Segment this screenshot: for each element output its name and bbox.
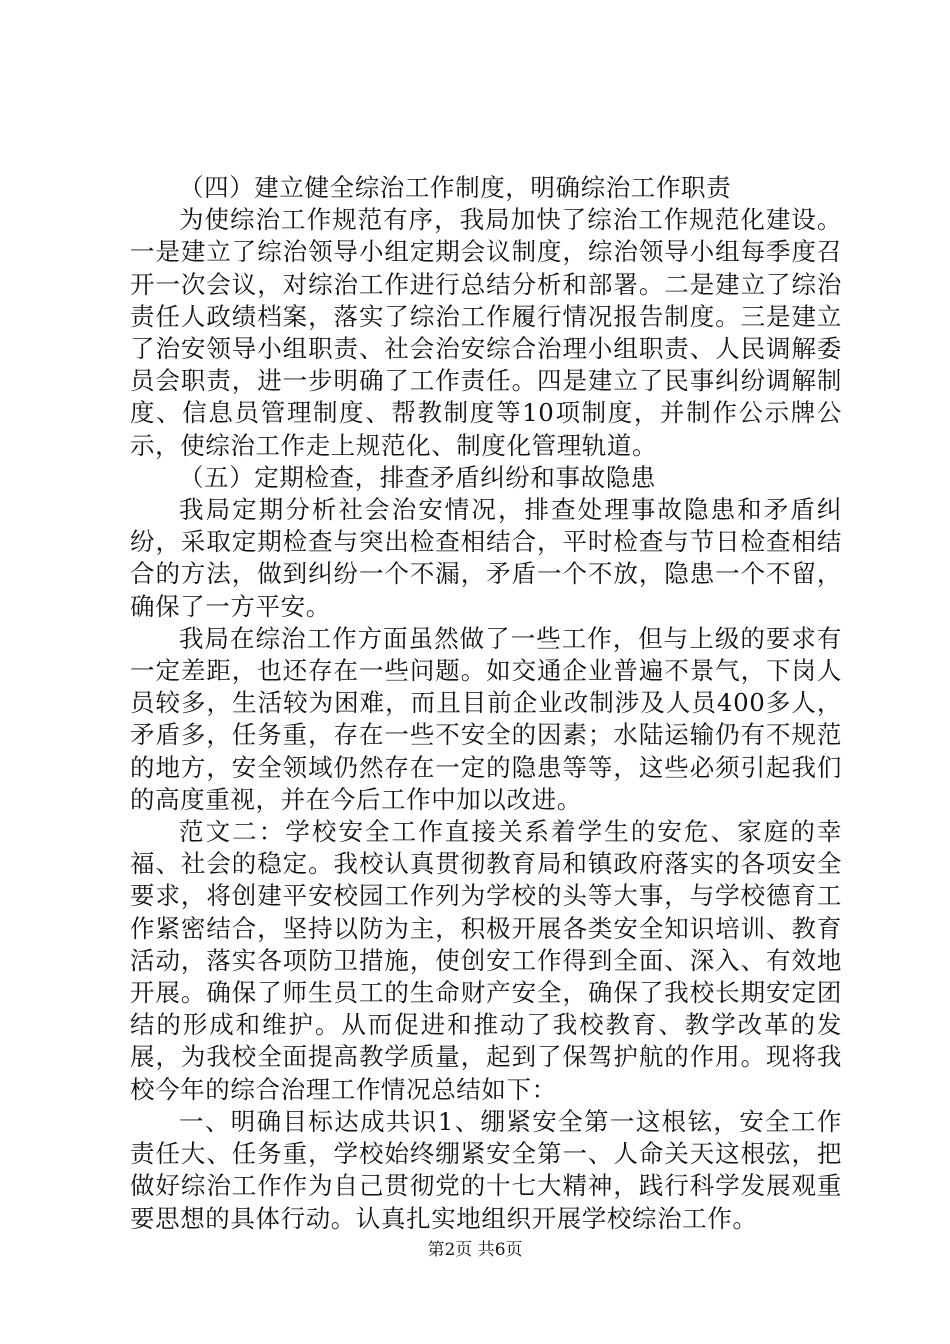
body-paragraph: 我局在综治工作方面虽然做了一些工作，但与上级的要求有一定差距，也还存在一些问题。如交通企业普遍不景气，下岗人员较多，生活较为困难，而且目前企业改制涉及人员400多人，矛盾多，任务重，存在一些不安全的因素；水陆运输仍有不规范的地方，安全领域仍然存在一定的隐患等等，这些必须引起我们的高度重视，并在今后工作中加以改进。 <box>130 623 842 814</box>
body-paragraph: 一、明确目标达成共识1、绷紧安全第一这根铉，安全工作责任大、任务重，学校始终绷紧安全第一、人命关天这根弦，把做好综治工作作为自己贯彻党的十七大精神，践行科学发展观重要思想的具体行动。认真扎实地组织开展学校综治工作。 <box>130 1106 842 1233</box>
section-heading-4: （四）建立健全综治工作制度，明确综治工作职责 <box>179 173 732 202</box>
body-paragraph: 范文二：学校安全工作直接关系着学生的安危、家庭的幸福、社会的稳定。我校认真贯彻教育局和镇政府落实的各项安全要求，将创建平安校园工作列为学校的头等大事，与学校德育工作紧密结合，坚持以防为主，积极开展各类安全知识培训、教育活动，落实各项防卫措施，使创安工作得到全面、深入、有效地开展。确保了师生员工的生命财产安全，确保了我校长期安定团结的形成和维护。从而促进和推动了我校教育、教学改革的发展，为我校全面提高教学质量，起到了保驾护航的作用。现将我校今年的综合治理工作情况总结如下： <box>130 817 842 1104</box>
document-body <box>130 172 842 1235</box>
section-heading-5: （五）定期检查，排查矛盾纠纷和事故隐患 <box>179 462 656 492</box>
body-paragraph: 为使综治工作规范有序，我局加快了综治工作规范化建设。一是建立了综治领导小组定期会议制度，综治领导小组每季度召开一次会议，对综治工作进行总结分析和部署。二是建立了综治责任人政绩档案，落实了综治工作履行情况报告制度。三是建立了治安领导小组职责、社会治安综合治理小组职责、人民调解委员会职责，进一步明确了工作责任。四是建立了民事纠纷调解制度、信息员管理制度、帮教制度等10项制度，并制作公示牌公示，使综治工作走上规范化、制度化管理轨道。 <box>130 205 842 460</box>
body-paragraph: 我局定期分析社会治安情况，排查处理事故隐患和矛盾纠纷，采取定期检查与突出检查相结合，平时检查与节日检查相结合的方法，做到纠纷一个不漏，矛盾一个不放，隐患一个不留，确保了一方平安。 <box>130 495 842 621</box>
page-number-footer: 第2页 共6页 <box>427 1240 523 1260</box>
